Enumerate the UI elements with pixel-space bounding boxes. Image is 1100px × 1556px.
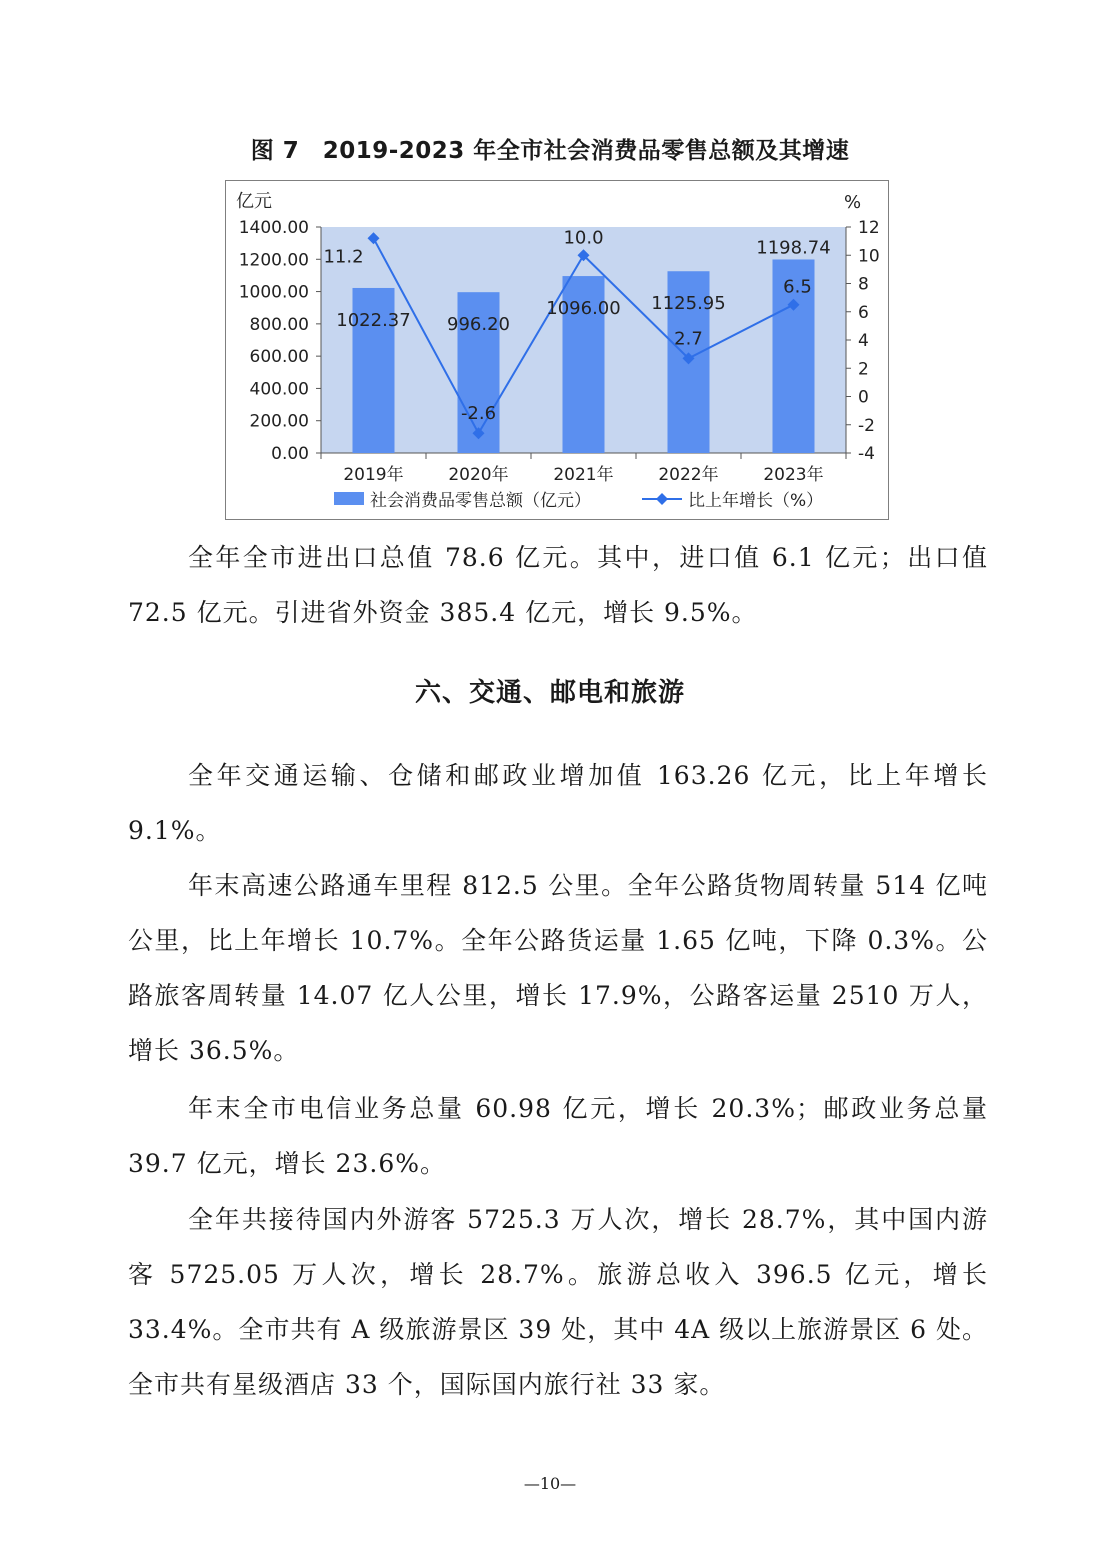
left-tick-label: 400.00 xyxy=(249,379,309,400)
right-tick-label: 0 xyxy=(858,387,869,408)
right-tick-label: 2 xyxy=(858,359,869,380)
legend-bar-label: 社会消费品零售总额（亿元） xyxy=(370,491,591,511)
x-tick-label: 2021年 xyxy=(553,465,614,485)
left-tick-label: 1400.00 xyxy=(238,218,309,238)
left-tick-label: 800.00 xyxy=(249,314,309,335)
section-heading: 六、交通、邮电和旅游 xyxy=(414,678,685,708)
bar-data-label: 996.20 xyxy=(447,314,510,336)
line-data-label: 10.0 xyxy=(563,227,604,249)
right-tick-label: 6 xyxy=(858,302,869,323)
left-tick-label: 200.00 xyxy=(249,411,309,432)
line-data-label: -2.6 xyxy=(460,403,497,425)
paragraph-highway: 年末高速公路通车里程 812.5 公里。全年公路货物周转量 514 亿吨公里，比上年增长 10.7%。全年公路货运量 1.65 亿吨，下降 0.3%。公路旅客周转量 14.07 亿人公里，增长 17.9%，公路客运量 2510 万人，增长 36.5%。 xyxy=(128,871,988,1065)
right-tick-label: 10 xyxy=(858,246,880,267)
left-tick-label: 1000.00 xyxy=(238,282,309,303)
x-tick-label: 2019年 xyxy=(343,465,404,485)
figure-title: 图 7 2019-2023 年全市社会消费品零售总额及其增速 xyxy=(250,138,850,164)
bar-data-label: 1125.95 xyxy=(651,293,726,315)
left-tick-label: 600.00 xyxy=(249,347,309,368)
retail-sales-chart xyxy=(225,180,889,520)
line-data-label: 2.7 xyxy=(674,328,703,350)
x-tick-label: 2020年 xyxy=(448,465,509,485)
left-axis-unit: 亿元 xyxy=(236,191,272,212)
chart-svg xyxy=(226,181,890,521)
left-tick-label: 1200.00 xyxy=(238,250,309,271)
bar-data-label: 1096.00 xyxy=(546,298,621,320)
paragraph-telecom: 年末全市电信业务总量 60.98 亿元，增长 20.3%；邮政业务总量 39.7 亿元，增长 23.6%。 xyxy=(128,1094,988,1178)
right-tick-label: 4 xyxy=(858,331,869,351)
right-tick-label: -4 xyxy=(858,444,875,464)
paragraph-transport: 全年交通运输、仓储和邮政业增加值 163.26 亿元，比上年增长 9.1%。 xyxy=(128,761,988,845)
bar-data-label: 1198.74 xyxy=(756,237,831,259)
right-axis-unit: % xyxy=(844,192,862,213)
left-tick-label: 0.00 xyxy=(271,444,309,464)
right-tick-label: 12 xyxy=(858,218,880,238)
bar-data-label: 1022.37 xyxy=(336,309,411,331)
right-tick-label: -2 xyxy=(858,415,875,436)
paragraph-trade: 全年全市进出口总值 78.6 亿元。其中，进口值 6.1 亿元；出口值 72.5 亿元。引进省外资金 385.4 亿元，增长 9.5%。 xyxy=(128,543,988,627)
x-tick-label: 2022年 xyxy=(658,465,719,485)
legend-line-marker xyxy=(656,493,668,505)
line-data-label: 11.2 xyxy=(323,246,364,268)
page-number: —10— xyxy=(523,1474,577,1493)
legend-line-label: 比上年增长（%） xyxy=(688,491,824,511)
legend-bar-swatch xyxy=(334,492,364,505)
paragraph-tourism: 全年共接待国内外游客 5725.3 万人次，增长 28.7%，其中国内游客 5725.05 万人次，增长 28.7%。旅游总收入 396.5 亿元，增长 33.4%。全市共有 A 级旅游景区 39 处，其中 4A 级以上旅游景区 6 处。全市共有星级酒店 33 个，国际国内旅行社 33 家。 xyxy=(128,1205,988,1399)
right-tick-label: 8 xyxy=(858,274,869,295)
x-tick-label: 2023年 xyxy=(763,465,824,485)
line-data-label: 6.5 xyxy=(783,276,812,298)
